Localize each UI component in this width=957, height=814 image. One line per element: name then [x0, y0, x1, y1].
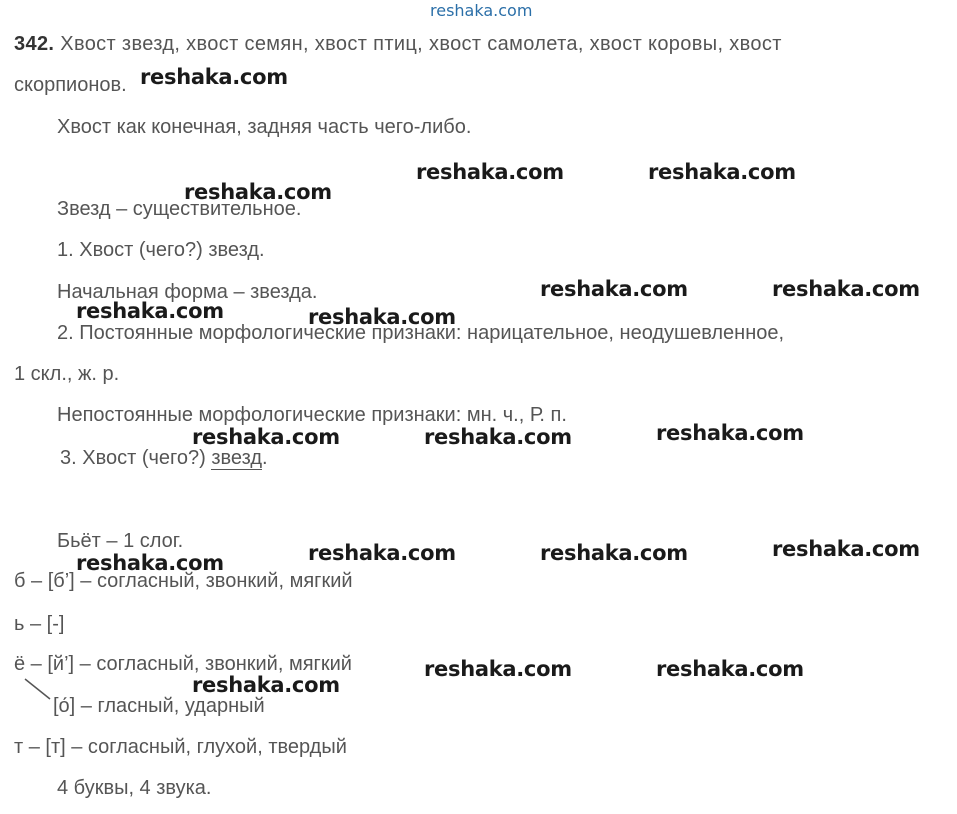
step3-suffix: .	[262, 447, 268, 469]
watermark: reshaka.com	[540, 277, 688, 301]
site-watermark-top[interactable]: reshaka.com	[430, 1, 533, 20]
watermark: reshaka.com	[648, 160, 796, 184]
watermark: reshaka.com	[656, 421, 804, 445]
phonetic-summary: 4 буквы, 4 звука.	[57, 777, 212, 799]
noun-step-1: 1. Хвост (чего?) звезд.	[57, 239, 265, 261]
phonetic-row: ё – [й’] – согласный, звонкий, мягкий	[14, 653, 352, 675]
watermark: reshaka.com	[772, 537, 920, 561]
watermark: reshaka.com	[140, 65, 288, 89]
phonetic-row: т – [т] – согласный, глухой, твердый	[14, 736, 347, 758]
underlined-word: звезд	[211, 447, 262, 469]
watermark: reshaka.com	[656, 657, 804, 681]
phonetic-row: б – [б’] – согласный, звонкий, мягкий	[14, 570, 353, 592]
watermark: reshaka.com	[308, 541, 456, 565]
noun-step-2b: 1 скл., ж. р.	[14, 363, 120, 385]
watermark: reshaka.com	[416, 160, 564, 184]
watermark: reshaka.com	[540, 541, 688, 565]
watermark: reshaka.com	[772, 277, 920, 301]
watermark: reshaka.com	[308, 305, 456, 329]
noun-step-2c: Непостоянные морфологические признаки: мн. ч., Р. п.	[57, 404, 567, 426]
phonetic-title: Бьёт – 1 слог.	[57, 530, 184, 552]
exercise-number: 342.	[14, 33, 55, 55]
phonetic-row: [о́] – гласный, ударный	[53, 695, 265, 717]
phonetic-row: ь – [-]	[14, 613, 65, 635]
split-sound-connector	[22, 676, 54, 702]
watermark: reshaka.com	[424, 425, 572, 449]
watermark: reshaka.com	[76, 299, 224, 323]
watermark: reshaka.com	[76, 551, 224, 575]
noun-step-2a: 2. Постоянные морфологические признаки: нарицательное, неодушевленное,	[57, 322, 785, 344]
exercise-line-2: скорпионов.	[14, 74, 127, 96]
watermark: reshaka.com	[184, 180, 332, 204]
meaning-line: Хвост как конечная, задняя часть чего-либо.	[57, 116, 472, 138]
exercise-line-1	[14, 32, 782, 56]
noun-step-3	[60, 446, 268, 470]
watermark: reshaka.com	[424, 657, 572, 681]
watermark: reshaka.com	[192, 425, 340, 449]
step3-prefix: 3. Хвост (чего?)	[60, 447, 212, 469]
noun-title: Звезд – существительное.	[57, 198, 302, 220]
exercise-text: Хвост звезд, хвост семян, хвост птиц, хвост самолета, хвост коровы, хвост	[60, 33, 782, 55]
noun-initial-form: Начальная форма – звезда.	[57, 281, 318, 303]
watermark: reshaka.com	[192, 673, 340, 697]
